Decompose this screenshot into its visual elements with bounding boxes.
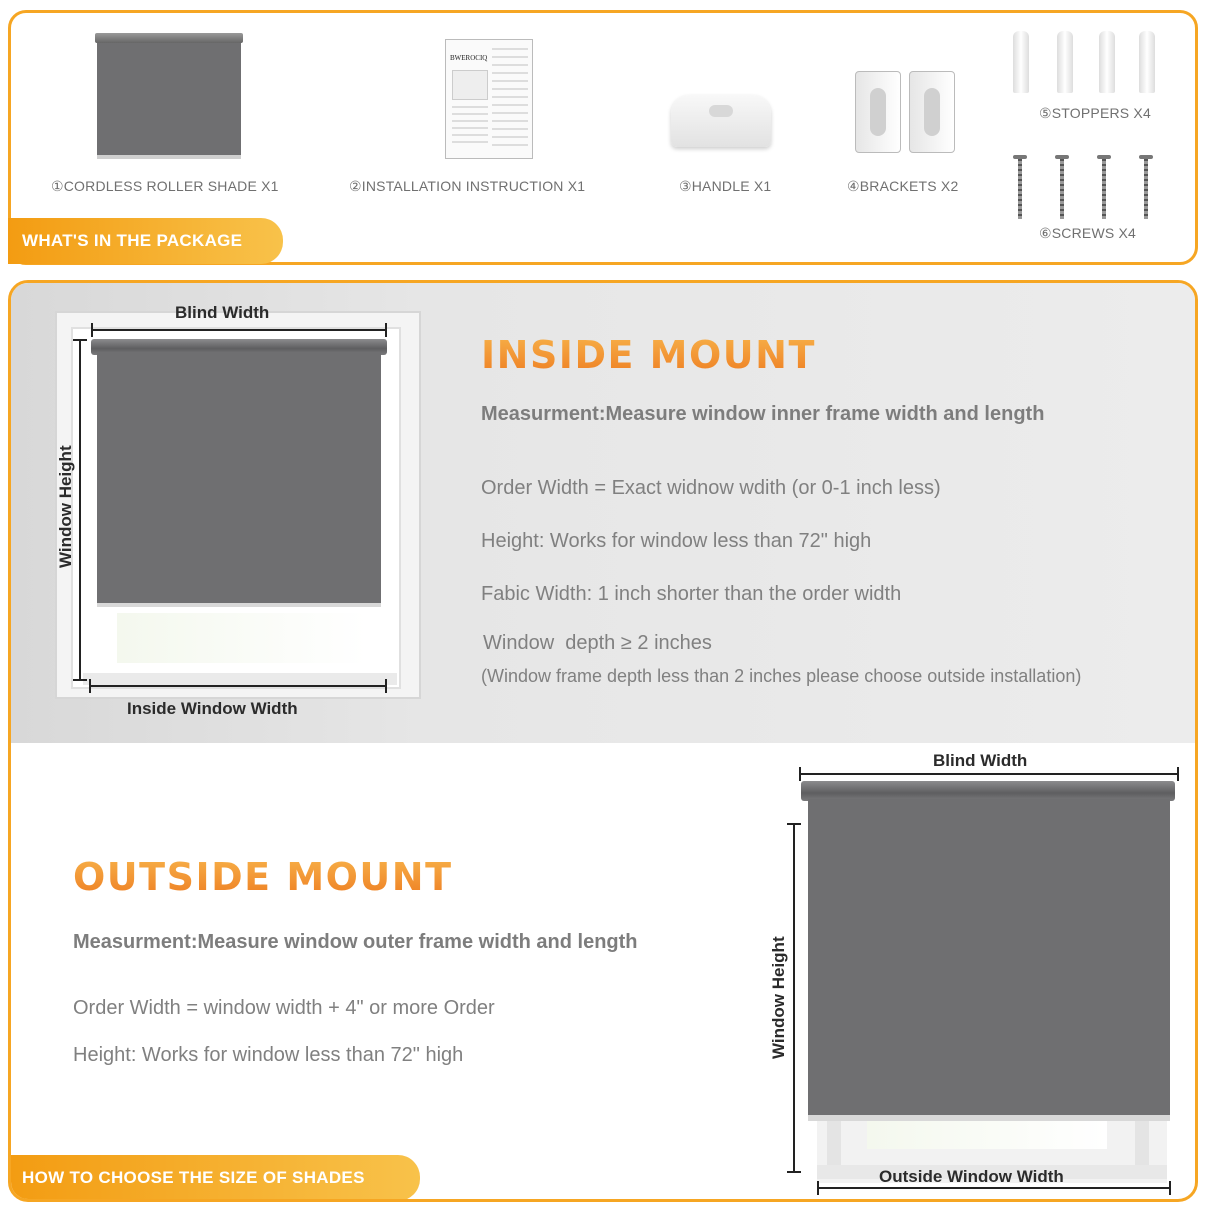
outside-window-height-label: Window Height xyxy=(769,936,788,1059)
brackets-image xyxy=(855,71,961,155)
roller-shade-image xyxy=(95,33,243,161)
inside-order-width-text: Order Width = Exact widnow wdith (or 0-1 inch less) xyxy=(481,477,941,499)
package-item-label: ③HANDLE X1 xyxy=(679,178,772,194)
inside-window-width-line xyxy=(89,685,387,687)
inside-depth-text: Window depth ≥ 2 inches xyxy=(483,632,712,654)
inside-window-width-label: Inside Window Width xyxy=(127,699,298,718)
inside-fabric-width-text: Fabic Width: 1 inch shorter than the order width xyxy=(481,583,902,605)
inside-mount-title: INSIDE MOUNT xyxy=(481,333,816,377)
size-guide-badge: HOW TO CHOOSE THE SIZE OF SHADES xyxy=(8,1155,420,1201)
outside-window-width-label: Outside Window Width xyxy=(879,1167,1064,1186)
inside-depth-note: (Window frame depth less than 2 inches please choose outside installation) xyxy=(481,666,1082,686)
stoppers-image xyxy=(1009,31,1169,97)
inside-window-height-line xyxy=(79,339,81,681)
inside-measurement-text: Measurment:Measure window inner frame width and length xyxy=(481,403,1045,425)
outside-measurement-text: Measurment:Measure window outer frame width and length xyxy=(73,931,638,953)
outside-window-height-line xyxy=(793,823,795,1173)
inside-height-text: Height: Works for window less than 72" high xyxy=(481,530,872,552)
package-badge: WHAT'S IN THE PACKAGE xyxy=(8,218,283,264)
package-item-label: ④BRACKETS X2 xyxy=(847,178,959,194)
outside-window-width-line xyxy=(817,1187,1171,1189)
outside-mount-title: OUTSIDE MOUNT xyxy=(73,855,453,899)
outside-height-text: Height: Works for window less than 72" high xyxy=(73,1044,464,1066)
outside-blind-width-label: Blind Width xyxy=(933,751,1028,770)
package-item-label: ①CORDLESS ROLLER SHADE X1 xyxy=(51,178,279,194)
inside-shade-fabric xyxy=(97,353,381,605)
outside-shade-roller xyxy=(801,781,1175,801)
package-item-label: ⑥SCREWS X4 xyxy=(1039,225,1137,241)
outside-order-width-text: Order Width = window width + 4" or more Order xyxy=(73,997,495,1019)
inside-window-height-label: Window Height xyxy=(56,445,75,568)
inside-blind-width-line xyxy=(91,329,387,331)
outside-blind-width-line xyxy=(799,773,1179,775)
instruction-manual-image xyxy=(445,39,533,159)
package-item-label: ⑤STOPPERS X4 xyxy=(1039,105,1151,121)
outside-shade-fabric xyxy=(808,799,1170,1117)
handle-image xyxy=(671,85,771,149)
screws-image xyxy=(1009,155,1169,225)
inside-blind-width-label: Blind Width xyxy=(175,303,270,322)
package-item-label: ②INSTALLATION INSTRUCTION X1 xyxy=(349,178,586,194)
sizing-panel xyxy=(8,280,1198,1202)
manual-brand-text: BWEROCIQ xyxy=(450,54,488,62)
package-panel xyxy=(8,10,1198,265)
